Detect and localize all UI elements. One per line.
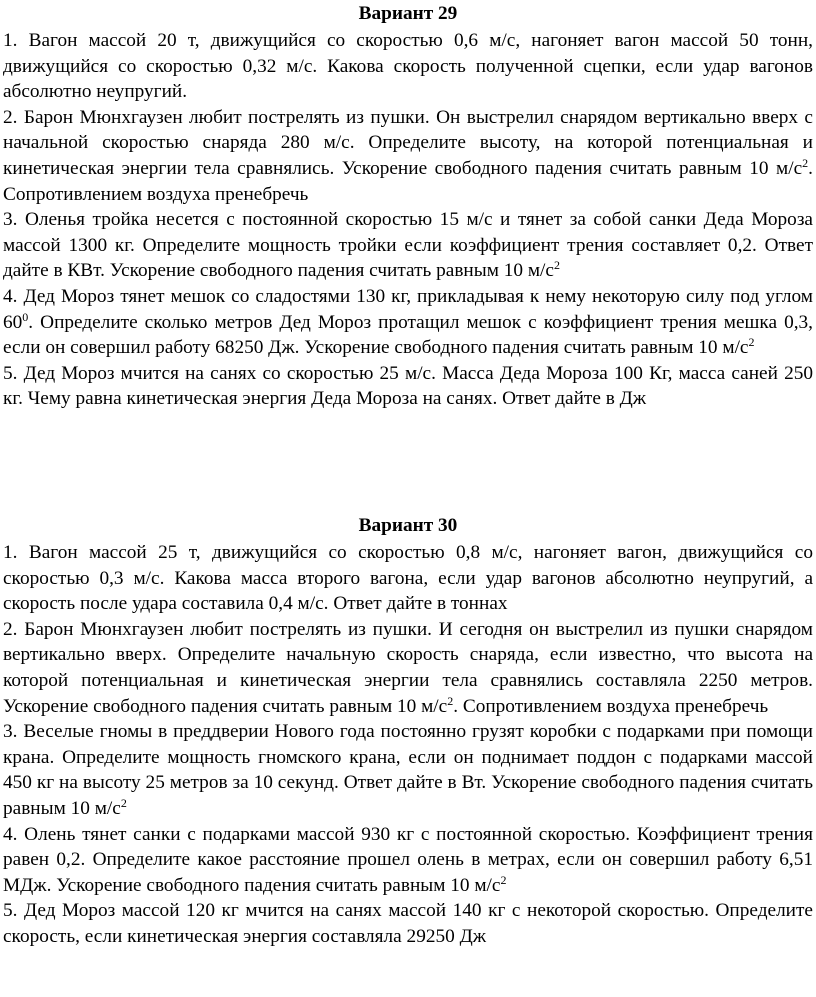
problem-text-tail: . Сопротивлением воздуха пренебречь	[453, 695, 769, 717]
variant-30-problem-5	[3, 898, 813, 949]
problem-text: 5. Дед Мороз мчится на санях со скоростью 25 м/с. Масса Деда Мороза 100 Кг, масса саней 250 кг. Чему равна кинетическая энергия Деда Мороза на санях. Ответ дайте в Дж	[3, 362, 813, 410]
superscript: 2	[447, 693, 454, 708]
problem-text: 2. Барон Мюнхгаузен любит пострелять из пушки. И сегодня он выстрелил из пушки снарядом вертикально вверх. Определите начальную скорость снаряда, если известно, что высота на которой потенциальная и кинетическая энергии тела сравнялись составляла 2250 метров. Ускорение свободного падения считать равным 10 м/с	[3, 618, 813, 717]
variant-29-title: Вариант 29	[358, 3, 458, 24]
superscript: 2	[500, 872, 507, 887]
problem-text: 3. Оленья тройка несется с постоянной скоростью 15 м/с и тянет за собой санки Деда Мороза массой 1300 кг. Определите мощность тройки если коэффициент трения составляет 0,2. Ответ дайте в КВт. Ускорение свободного падения считать равным 10 м/с	[3, 209, 813, 282]
problem-text-tail: . Сопротивлением воздуха пренебречь	[3, 157, 813, 205]
superscript: 2	[553, 258, 560, 273]
variant-30-problem-3	[3, 719, 813, 821]
problem-text: 4. Дед Мороз тянет мешок со сладостями 130 кг, прикладывая к нему некоторую силу под углом 60	[3, 285, 813, 333]
variant-29-section	[3, 1, 813, 412]
variant-30-title: Вариант 30	[358, 515, 458, 536]
superscript: 0	[22, 309, 29, 324]
problem-text: 2. Барон Мюнхгаузен любит пострелять из пушки. Он выстрелил снарядом вертикально вверх с начальной скоростью снаряда 280 м/с. Определите высоту, на которой потенциальная и кинетическая энергии тела сравнялись. Ускорение свободного падения считать равным 10 м/с	[3, 106, 813, 179]
variant-29-problem-5	[3, 361, 813, 412]
superscript: 2	[120, 795, 127, 810]
variant-29-problem-1	[3, 28, 813, 105]
problem-text: 5. Дед Мороз массой 120 кг мчится на санях массой 140 кг с некоторой скоростью. Определите скорость, если кинетическая энергия составляла 29250 Дж	[3, 900, 813, 947]
variant-29-problem-2	[3, 105, 813, 207]
variant-29-problem-3	[3, 207, 813, 284]
variant-30-section	[3, 513, 813, 950]
problem-text: 3. Веселые гномы в преддверии Нового года постоянно грузят коробки с подарками при помощи крана. Определите мощность гномского крана, если он поднимает поддон с подарками массой 450 кг на высоту 25 метров за 10 секунд. Ответ дайте в Вт. Ускорение свободного падения считать равным 10 м/с	[3, 721, 813, 819]
variant-30-problem-4	[3, 822, 813, 899]
superscript: 2	[748, 335, 755, 350]
variant-30-problem-1	[3, 540, 813, 617]
variant-30-problem-2	[3, 617, 813, 719]
superscript: 2	[802, 155, 809, 170]
problem-text-tail: . Определите сколько метров Дед Мороз протащил мешок с коэффициент трения мешка 0,3, если он совершил работу 68250 Дж. Ускорение свободного падения считать равным 10 м/с	[3, 311, 813, 359]
problem-text: 1. Вагон массой 25 т, движущийся со скоростью 0,8 м/с, нагоняет вагон, движущийся со скоростью 0,3 м/с. Какова масса второго вагона, если удар вагонов абсолютно неупругий, а скорость после удара составила 0,4 м/с. Ответ дайте в тоннах	[3, 542, 813, 615]
problem-text: 1. Вагон массой 20 т, движущийся со скоростью 0,6 м/с, нагоняет вагон массой 50 тонн, движущийся со скоростью 0,32 м/с. Какова скорость полученной сцепки, если удар вагонов абсолютно неупругий.	[3, 30, 813, 103]
problem-text: 4. Олень тянет санки с подарками массой 930 кг с постоянной скоростью. Коэффициент трения равен 0,2. Определите какое расстояние прошел олень в метрах, если он совершил работу 6,51 МДж. Ускорение свободного падения считать равным 10 м/с	[3, 823, 813, 896]
variant-29-problem-4	[3, 284, 813, 361]
